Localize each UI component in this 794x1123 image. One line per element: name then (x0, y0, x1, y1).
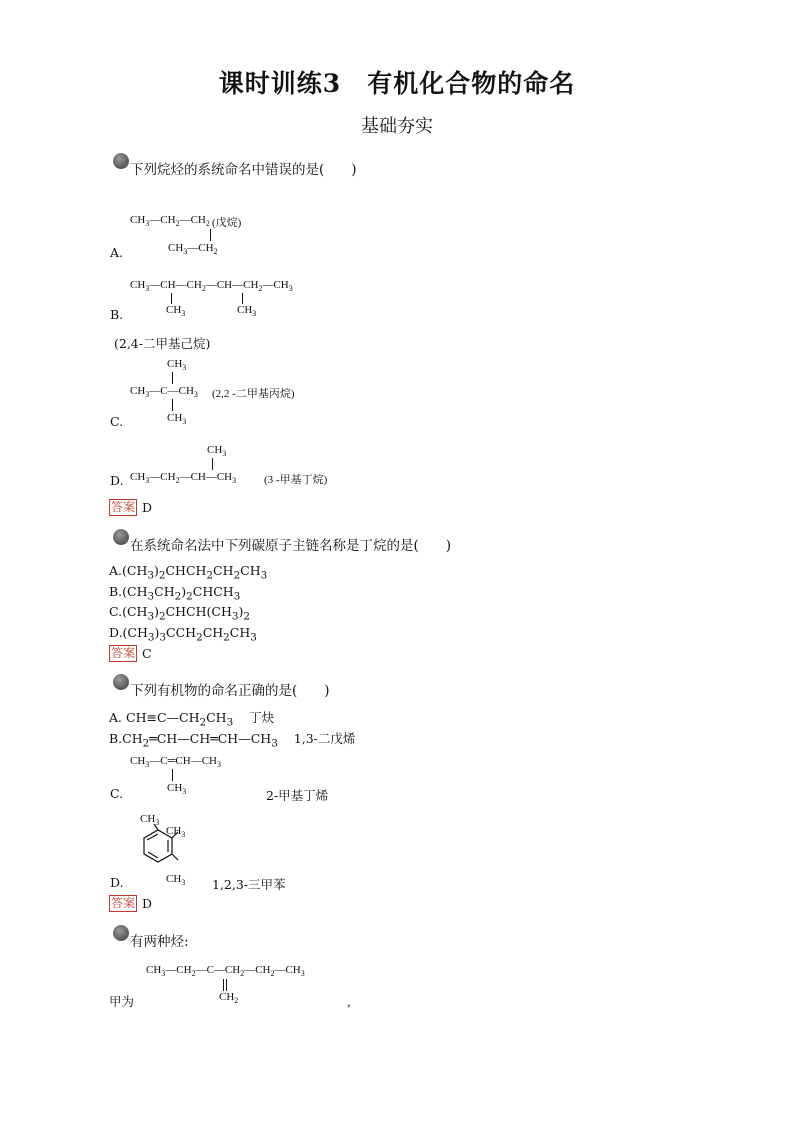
q4-jia-structure: $CH_3—CH_2—C—CH_2—CH_2—CH_3$ $CH_2$ (146, 964, 305, 1006)
double-bond-line (226, 979, 227, 991)
q2-option-a: $A.(CH_3)_2CHCH_2CH_2CH_3$ (109, 563, 268, 582)
q1-c-label: C. (110, 414, 124, 429)
q3-d-label: D. (110, 875, 124, 890)
q4-stem: 有两种烃: (130, 934, 189, 950)
q1-a-name: (戊烷) (212, 217, 242, 229)
q1-c-structure: $CH_3$ $CH_3—C—CH_3$ (2,2 -二甲基丙烷) $CH_3$ (130, 358, 295, 427)
q3-c-name: 2-甲基丁烯 (266, 788, 329, 803)
q4-comma: , (347, 994, 351, 1009)
q4-jia-label: 甲为 (109, 994, 135, 1009)
answer-tag: 答案 (111, 646, 136, 660)
answer-tag: 答案 (111, 896, 136, 910)
q1-a-structure: $CH_3—CH_2—CH_2$ (戊烷) $CH_3—CH_2$ (130, 214, 242, 257)
q3-option-a: A. $CH\equiv C—CH_2CH_3$ 丁炔 (109, 710, 275, 729)
question-badge-icon (113, 925, 129, 941)
q3-c-structure: $CH_3—C═CH—CH_3$ $CH_3$ (130, 755, 221, 797)
q2-answer: C (142, 646, 152, 661)
q3-d-benzene-structure (120, 808, 200, 888)
bond-line (172, 769, 173, 781)
q3-stem: 下列有机物的命名正确的是( ) (130, 683, 330, 699)
svg-text:CH3: $CH_3$ (166, 873, 186, 887)
question-badge-icon (113, 153, 129, 169)
bond-line (171, 293, 172, 304)
question-badge-icon (113, 529, 129, 545)
svg-text:CH3: $CH_3$ (140, 813, 160, 827)
bond-line (242, 293, 243, 304)
q3-d-name: 1,2,3-三甲苯 (212, 877, 286, 892)
bond-line (212, 458, 213, 470)
bond-line (172, 372, 173, 384)
q2-option-b: $B.(CH_3CH_2)_2CHCH_3$ (109, 584, 241, 603)
q1-d-name: (3 -甲基丁烷) (264, 474, 328, 486)
page-title: 课时训练3 有机化合物的命名 (218, 69, 576, 98)
section-subtitle: 基础夯实 (361, 116, 433, 137)
q1-b-structure: $CH_3—CH—CH_2—CH—CH_2—CH_3$ $CH_3$ $CH_3$ (130, 279, 293, 319)
q3-c-label: C. (110, 786, 124, 801)
q1-b-label: B. (110, 307, 124, 322)
q1-b-name: (2,4-二甲基己烷) (114, 336, 211, 351)
q2-option-c: $C.(CH_3)_2CHCH(CH_3)_2$ (109, 604, 250, 623)
bond-line (210, 229, 211, 241)
q1-answer: D (142, 500, 153, 515)
answer-tag: 答案 (111, 500, 136, 514)
double-bond-line (223, 979, 224, 991)
question-badge-icon (113, 674, 129, 690)
q1-d-label: D. (110, 473, 124, 488)
q1-a-label: A. (110, 245, 124, 260)
q2-option-d: $D.(CH_3)_3CCH_2CH_2CH_3$ (109, 625, 257, 644)
bond-line (172, 399, 173, 411)
q1-stem: 下列烷烃的系统命名中错误的是( ) (130, 162, 357, 178)
q1-d-structure: $CH_3$ $CH_3—CH_2—CH—CH_3$ (3 -甲基丁烷) (130, 444, 328, 486)
svg-text:CH3: $CH_3$ (166, 825, 186, 839)
bond-line (172, 854, 178, 860)
q2-stem: 在系统命名法中下列碳原子主链名称是丁烷的是( ) (130, 538, 452, 554)
q1-c-name: (2,2 -二甲基丙烷) (212, 388, 295, 400)
q3-answer: D (142, 896, 153, 911)
q3-option-b: $B.CH_2═CH—CH═CH—CH_3$ 1,3-二戊烯 (109, 731, 356, 750)
